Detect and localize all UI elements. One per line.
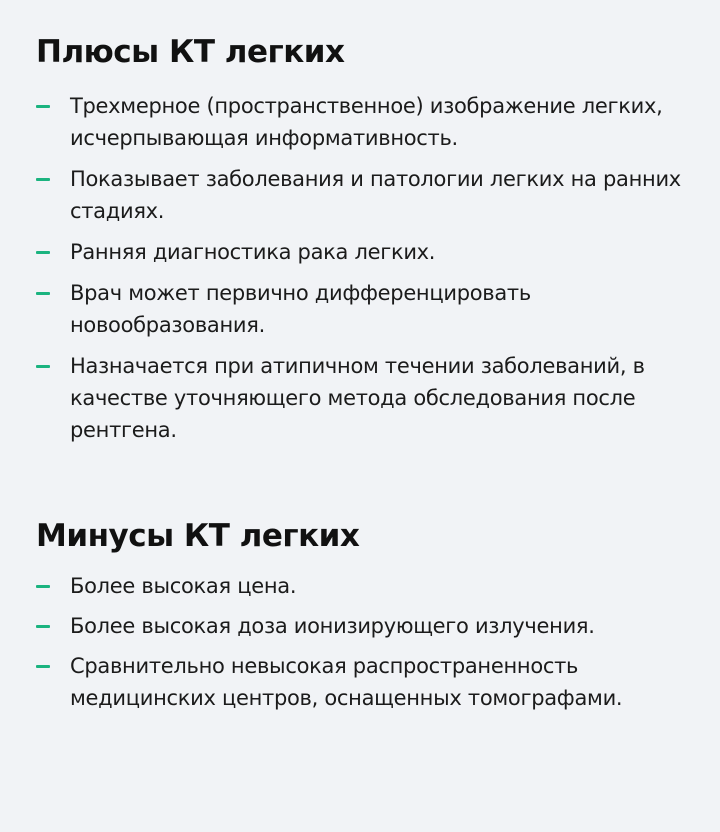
- pros-heading: Плюсы КТ легких: [36, 34, 345, 70]
- dash-bullet-icon: [36, 665, 50, 668]
- dash-bullet-icon: [36, 625, 50, 628]
- list-item-text: Врач может первично дифференцировать новообразования.: [70, 281, 531, 337]
- list-item-text: Показывает заболевания и патологии легких на ранних стадиях.: [70, 167, 681, 223]
- cons-list: [36, 570, 692, 714]
- list-item-text: Сравнительно невысокая распространенность медицинских центров, оснащенных томографами.: [70, 654, 623, 710]
- dash-bullet-icon: [36, 292, 50, 295]
- dash-bullet-icon: [36, 365, 50, 368]
- pros-list-item: [36, 163, 692, 227]
- pros-list-item: [36, 277, 692, 341]
- list-item-text: Более высокая цена.: [70, 574, 297, 598]
- dash-bullet-icon: [36, 178, 50, 181]
- dash-bullet-icon: [36, 105, 50, 108]
- list-item-text: Трехмерное (пространственное) изображение легких, исчерпывающая информативность.: [70, 94, 663, 150]
- cons-list-item: [36, 610, 692, 642]
- dash-bullet-icon: [36, 251, 50, 254]
- cons-list-item: [36, 570, 692, 602]
- dash-bullet-icon: [36, 585, 50, 588]
- pros-list-item: [36, 236, 692, 268]
- cons-heading: Минусы КТ легких: [36, 518, 360, 554]
- list-item-text: Назначается при атипичном течении заболеваний, в качестве уточняющего метода обследования после рентгена.: [70, 354, 645, 442]
- list-item-text: Более высокая доза ионизирующего излучения.: [70, 614, 595, 638]
- pros-list: [36, 90, 692, 446]
- pros-list-item: [36, 350, 692, 446]
- list-item-text: Ранняя диагностика рака легких.: [70, 240, 436, 264]
- pros-list-item: [36, 90, 692, 154]
- cons-list-item: [36, 650, 692, 714]
